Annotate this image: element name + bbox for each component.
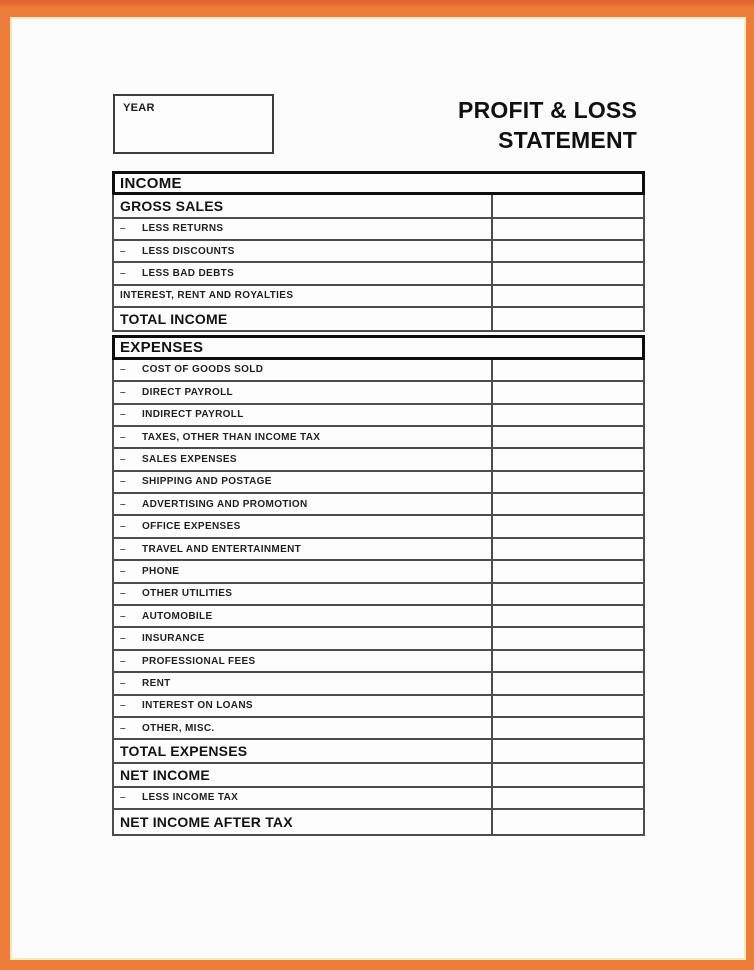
row-label-cell xyxy=(114,651,491,671)
row-label: INTEREST ON LOANS xyxy=(142,700,253,712)
table-row xyxy=(114,449,643,471)
row-label-cell xyxy=(114,241,491,261)
row-label: TAXES, OTHER THAN INCOME TAX xyxy=(142,431,321,443)
row-label: DIRECT PAYROLL xyxy=(142,386,234,398)
minus-dash-icon: – xyxy=(120,498,126,510)
row-label: TOTAL EXPENSES xyxy=(120,743,248,760)
minus-dash-icon: – xyxy=(120,655,126,667)
year-input-box[interactable] xyxy=(113,94,274,154)
minus-dash-icon: – xyxy=(120,588,126,600)
row-label: LESS INCOME TAX xyxy=(142,792,239,804)
row-label: LESS BAD DEBTS xyxy=(142,268,235,280)
amount-cell[interactable] xyxy=(491,449,643,469)
table-row xyxy=(114,516,643,538)
table-row xyxy=(114,308,643,332)
row-label-cell xyxy=(114,195,491,217)
amount-cell[interactable] xyxy=(491,263,643,283)
amount-cell[interactable] xyxy=(491,788,643,808)
amount-cell[interactable] xyxy=(491,472,643,492)
row-label: COST OF GOODS SOLD xyxy=(142,364,264,376)
amount-cell[interactable] xyxy=(491,308,643,330)
frame-top-shade xyxy=(0,0,754,7)
row-label: TOTAL INCOME xyxy=(120,310,228,327)
row-label: NET INCOME AFTER TAX xyxy=(120,813,293,830)
row-label-cell xyxy=(114,673,491,693)
row-label-cell xyxy=(114,628,491,648)
page-title-line1: PROFIT & LOSS xyxy=(458,97,637,123)
minus-dash-icon: – xyxy=(120,565,126,577)
amount-cell[interactable] xyxy=(491,584,643,604)
row-label-cell xyxy=(114,360,491,380)
amount-cell[interactable] xyxy=(491,628,643,648)
minus-dash-icon: – xyxy=(120,792,126,804)
table-row xyxy=(114,740,643,764)
minus-dash-icon: – xyxy=(120,431,126,443)
amount-cell[interactable] xyxy=(491,810,643,834)
row-label-cell xyxy=(114,696,491,716)
row-label-cell xyxy=(114,718,491,738)
row-label: SALES EXPENSES xyxy=(142,454,237,465)
minus-dash-icon: – xyxy=(120,364,126,376)
amount-cell[interactable] xyxy=(491,382,643,402)
row-label-cell xyxy=(114,219,491,239)
amount-cell[interactable] xyxy=(491,494,643,514)
amount-cell[interactable] xyxy=(491,606,643,626)
row-label-cell xyxy=(114,382,491,402)
amount-cell[interactable] xyxy=(491,764,643,786)
amount-cell[interactable] xyxy=(491,718,643,738)
table-row xyxy=(114,195,643,219)
minus-dash-icon: – xyxy=(120,409,126,421)
table-row xyxy=(114,788,643,810)
amount-cell[interactable] xyxy=(491,241,643,261)
row-label: ADVERTISING AND PROMOTION xyxy=(142,498,308,510)
minus-dash-icon: – xyxy=(120,521,126,533)
amount-cell[interactable] xyxy=(491,405,643,425)
amount-cell[interactable] xyxy=(491,360,643,380)
row-label-cell xyxy=(114,788,491,808)
section-income xyxy=(112,171,645,332)
row-label: GROSS SALES xyxy=(120,197,224,214)
amount-cell[interactable] xyxy=(491,516,643,536)
minus-dash-icon: – xyxy=(120,245,126,257)
row-label: INSURANCE xyxy=(142,633,205,645)
table-row xyxy=(114,286,643,308)
document-page xyxy=(10,17,746,960)
minus-dash-icon: – xyxy=(120,223,126,235)
page-title xyxy=(458,95,637,155)
row-label-cell xyxy=(114,584,491,604)
section-rows-income xyxy=(112,195,645,332)
year-label: YEAR xyxy=(123,102,155,114)
table-row xyxy=(114,810,643,836)
minus-dash-icon: – xyxy=(120,633,126,645)
table-row xyxy=(114,219,643,241)
row-label-cell xyxy=(114,810,491,834)
row-label: OFFICE EXPENSES xyxy=(142,521,241,533)
row-label: INDIRECT PAYROLL xyxy=(142,409,244,421)
amount-cell[interactable] xyxy=(491,219,643,239)
row-label: TRAVEL AND ENTERTAINMENT xyxy=(142,543,302,555)
table-row xyxy=(114,584,643,606)
row-label-cell xyxy=(114,516,491,536)
minus-dash-icon: – xyxy=(120,677,126,689)
minus-dash-icon: – xyxy=(120,454,126,465)
table-row xyxy=(114,427,643,449)
row-label: SHIPPING AND POSTAGE xyxy=(142,476,272,488)
table-row xyxy=(114,241,643,263)
amount-cell[interactable] xyxy=(491,286,643,306)
row-label: LESS DISCOUNTS xyxy=(142,245,235,257)
table-row xyxy=(114,606,643,628)
amount-cell[interactable] xyxy=(491,673,643,693)
row-label: OTHER, MISC. xyxy=(142,722,215,734)
amount-cell[interactable] xyxy=(491,195,643,217)
minus-dash-icon: – xyxy=(120,386,126,398)
table-row xyxy=(114,718,643,740)
amount-cell[interactable] xyxy=(491,561,643,581)
row-label-cell xyxy=(114,449,491,469)
table-row xyxy=(114,651,643,673)
table-row xyxy=(114,673,643,695)
row-label-cell xyxy=(114,405,491,425)
amount-cell[interactable] xyxy=(491,427,643,447)
row-label: NET INCOME xyxy=(120,766,210,783)
table-row xyxy=(114,382,643,404)
row-label: PHONE xyxy=(142,565,180,577)
table-row xyxy=(114,405,643,427)
page-title-line2: STATEMENT xyxy=(498,127,637,153)
minus-dash-icon: – xyxy=(120,610,126,622)
row-label-cell xyxy=(114,740,491,762)
minus-dash-icon: – xyxy=(120,476,126,488)
row-label-cell xyxy=(114,539,491,559)
row-label-cell xyxy=(114,263,491,283)
amount-cell[interactable] xyxy=(491,651,643,671)
section-header-expenses: EXPENSES xyxy=(112,335,645,360)
table-row xyxy=(114,628,643,650)
table-row xyxy=(114,561,643,583)
amount-cell[interactable] xyxy=(491,539,643,559)
minus-dash-icon: – xyxy=(120,268,126,280)
row-label-cell xyxy=(114,472,491,492)
table-row xyxy=(114,494,643,516)
row-label: RENT xyxy=(142,677,171,689)
table-row xyxy=(114,360,643,382)
table-row xyxy=(114,696,643,718)
minus-dash-icon: – xyxy=(120,543,126,555)
section-rows-expenses xyxy=(112,360,645,836)
amount-cell[interactable] xyxy=(491,740,643,762)
row-label-cell xyxy=(114,494,491,514)
row-label-cell xyxy=(114,427,491,447)
row-label: OTHER UTILITIES xyxy=(142,588,233,600)
section-expenses xyxy=(112,335,645,836)
profit-loss-table xyxy=(112,171,645,836)
minus-dash-icon: – xyxy=(120,700,126,712)
row-label: AUTOMOBILE xyxy=(142,610,213,622)
minus-dash-icon: – xyxy=(120,722,126,734)
table-row xyxy=(114,472,643,494)
table-row xyxy=(114,263,643,285)
amount-cell[interactable] xyxy=(491,696,643,716)
section-header-income: INCOME xyxy=(112,171,645,195)
row-label-cell xyxy=(114,764,491,786)
row-label: INTEREST, RENT AND ROYALTIES xyxy=(120,290,294,302)
row-label: PROFESSIONAL FEES xyxy=(142,655,256,667)
row-label-cell xyxy=(114,606,491,626)
table-row xyxy=(114,539,643,561)
row-label-cell xyxy=(114,561,491,581)
row-label: LESS RETURNS xyxy=(142,223,224,235)
row-label-cell xyxy=(114,286,491,306)
table-row xyxy=(114,764,643,788)
row-label-cell xyxy=(114,308,491,330)
